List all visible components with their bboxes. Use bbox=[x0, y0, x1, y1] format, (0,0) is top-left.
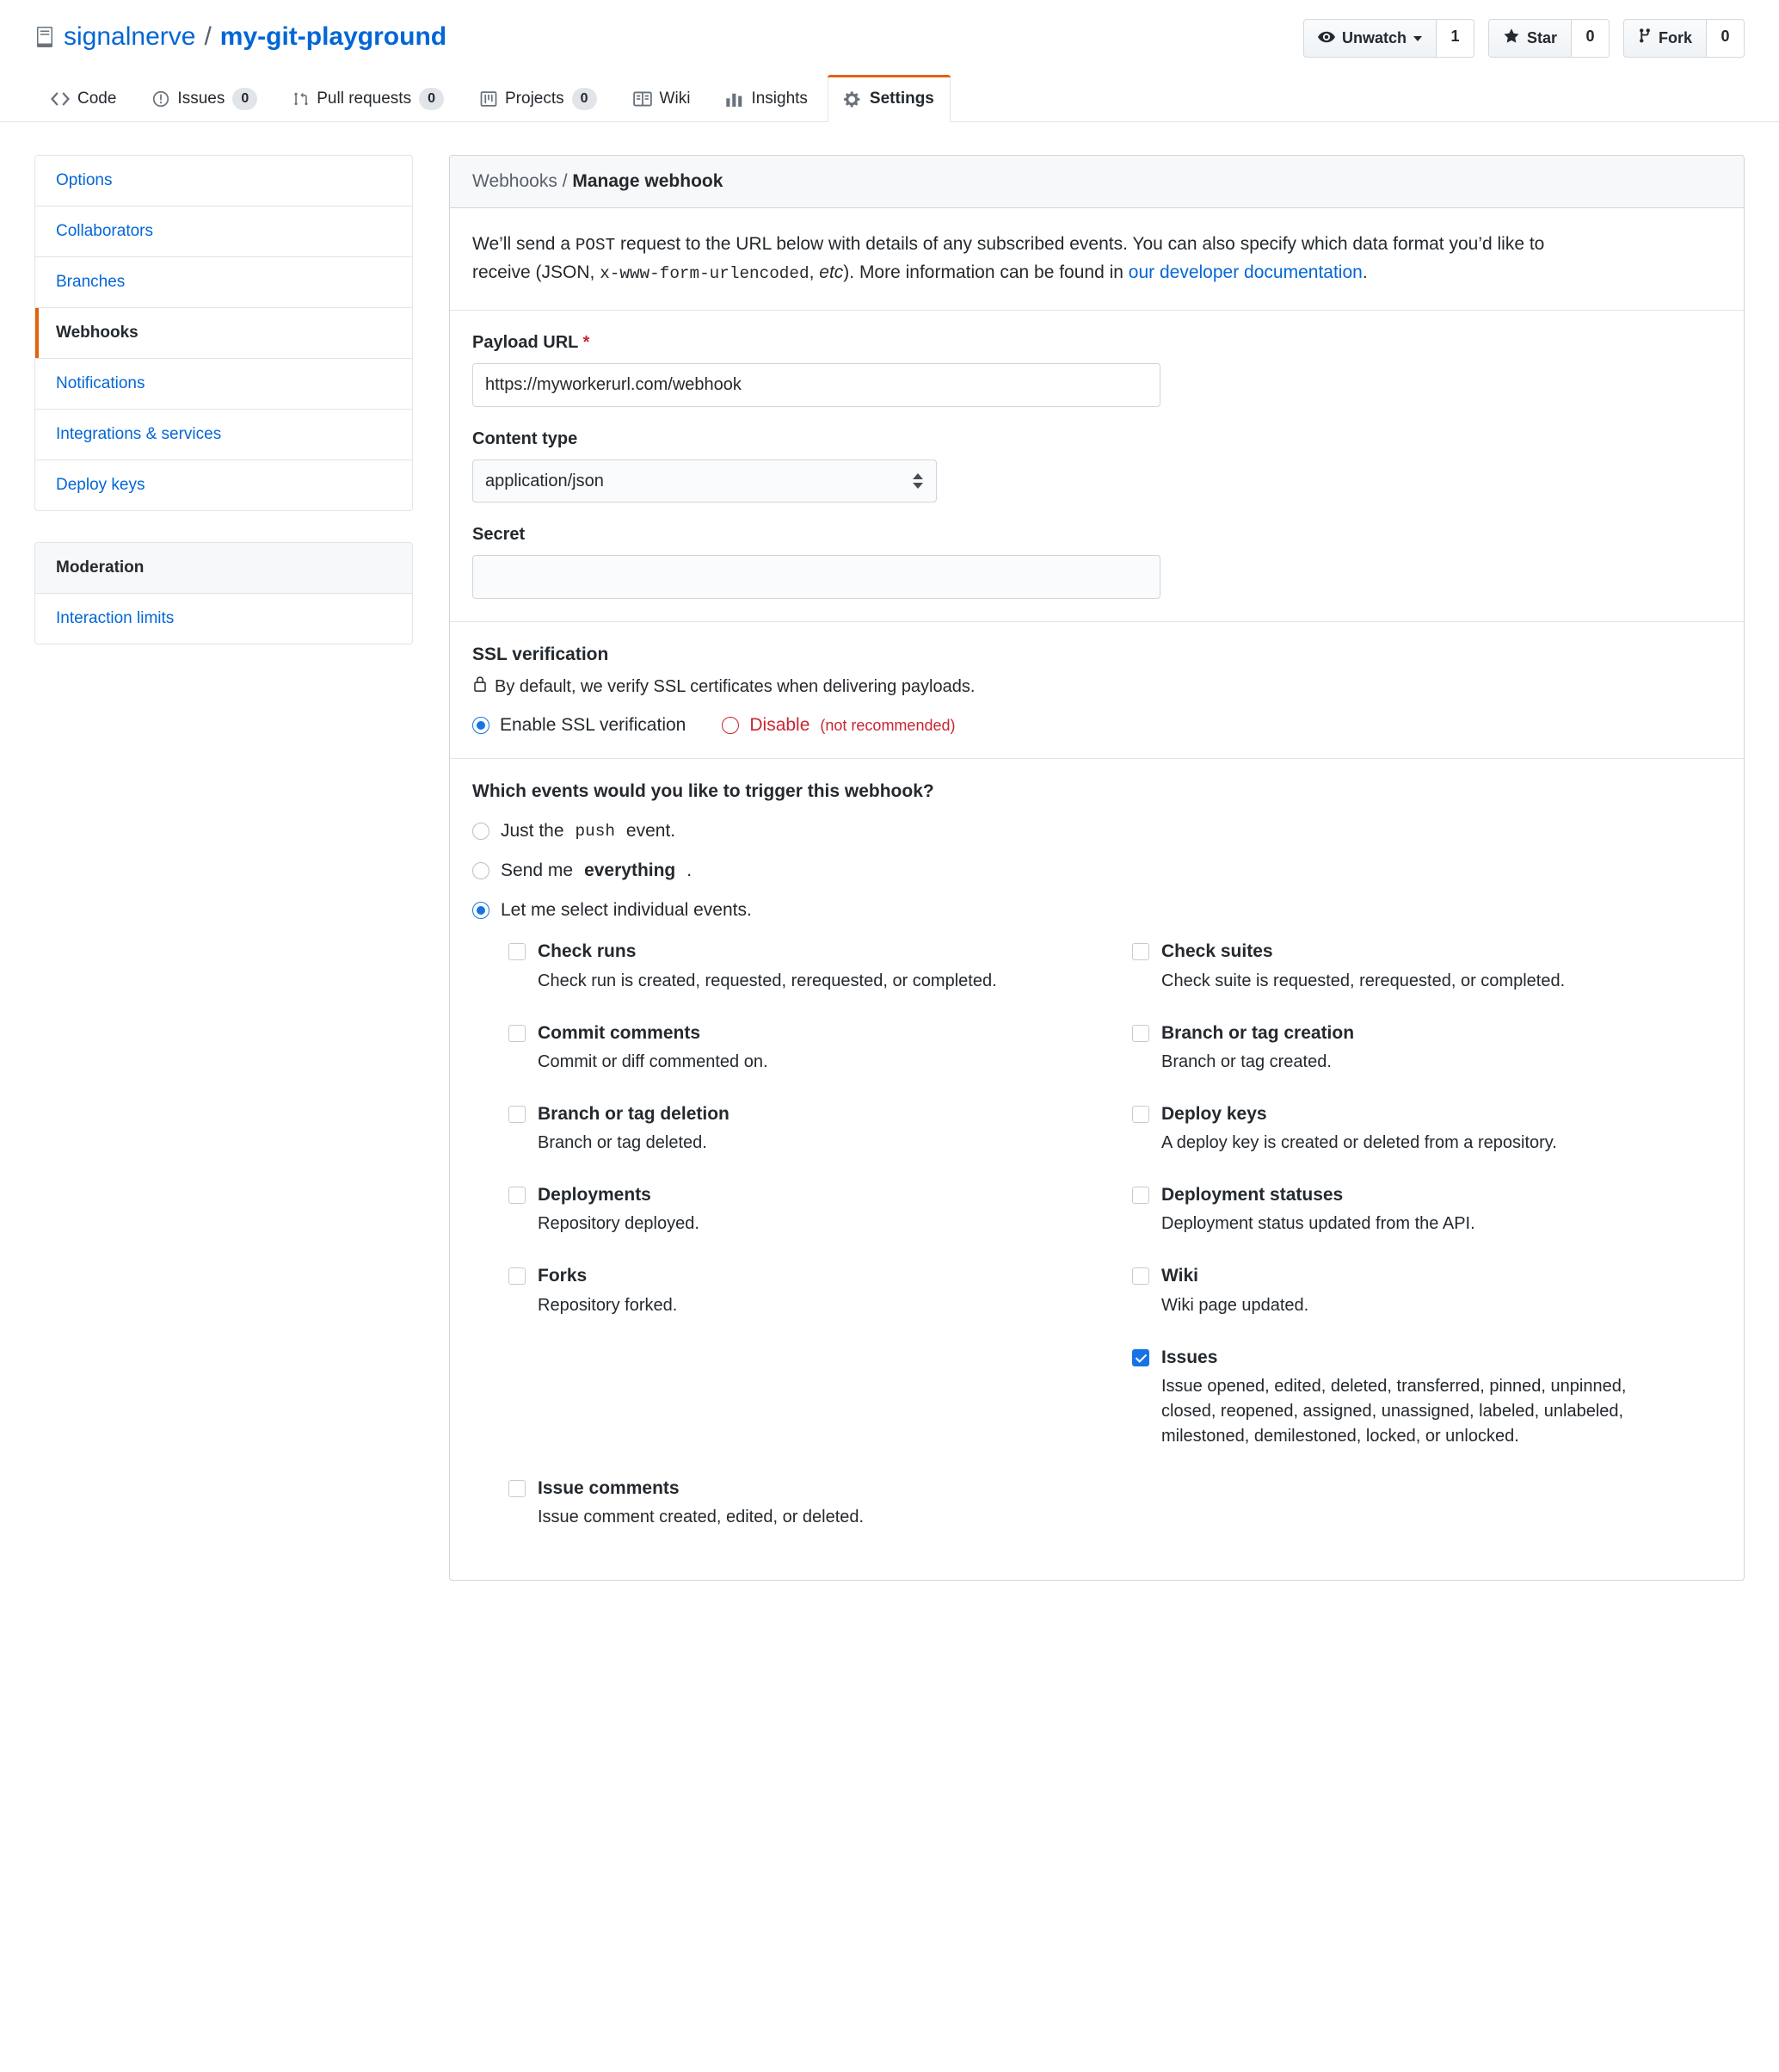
unwatch-button[interactable] bbox=[1303, 19, 1437, 58]
event-forks-title: Forks bbox=[538, 1266, 588, 1286]
intro-part2: request to the URL below with details of any subscribed events. You can also specify which data format you’d like to receive (JSON, bbox=[472, 234, 1545, 283]
project-icon bbox=[480, 90, 497, 108]
event-commit-comments-checkbox[interactable] bbox=[508, 1025, 526, 1042]
event-branch-or-tag-creation[interactable] bbox=[1132, 1021, 1721, 1075]
event-check-runs[interactable] bbox=[508, 940, 1098, 993]
graph-icon bbox=[726, 91, 743, 107]
breadcrumb-current: Manage webhook bbox=[572, 171, 723, 192]
repo-name-link[interactable]: my-git-playground bbox=[219, 22, 447, 51]
event-deploy-keys[interactable] bbox=[1132, 1102, 1721, 1156]
tab-issues[interactable] bbox=[136, 75, 274, 122]
projects-count: 0 bbox=[572, 88, 597, 110]
star-label: Star bbox=[1526, 29, 1557, 46]
payload-url-label-text: Payload URL bbox=[472, 333, 578, 353]
payload-url-input[interactable] bbox=[472, 363, 1160, 407]
event-deployments[interactable] bbox=[508, 1183, 1098, 1236]
ssl-enable-label: Enable SSL verification bbox=[500, 715, 686, 736]
event-deployments-desc: Repository deployed. bbox=[538, 1214, 699, 1234]
tab-pull-requests-label: Pull requests bbox=[317, 89, 412, 108]
intro-section bbox=[450, 208, 1744, 311]
ssl-enable-option[interactable] bbox=[472, 715, 686, 736]
sidebar-item-options[interactable]: Options bbox=[35, 156, 412, 207]
event-forks-checkbox[interactable] bbox=[508, 1267, 526, 1285]
event-commit-comments[interactable] bbox=[508, 1021, 1098, 1075]
payload-url-label bbox=[472, 333, 1721, 353]
tab-code[interactable] bbox=[34, 75, 132, 122]
repo-header bbox=[0, 0, 1779, 52]
sidebar-item-notifications[interactable]: Notifications bbox=[35, 359, 412, 410]
content-type-select-wrap bbox=[472, 459, 937, 503]
event-forks-desc: Repository forked. bbox=[538, 1295, 678, 1315]
ssl-verification-section bbox=[450, 622, 1744, 759]
event-branch-or-tag-creation-checkbox[interactable] bbox=[1132, 1025, 1149, 1042]
tab-pull-requests[interactable] bbox=[277, 75, 460, 122]
tab-issues-label: Issues bbox=[177, 89, 225, 108]
tab-code-label: Code bbox=[77, 89, 117, 108]
content-type-select[interactable] bbox=[472, 459, 937, 503]
intro-text bbox=[472, 231, 1582, 287]
sidebar-item-interaction-limits[interactable]: Interaction limits bbox=[56, 609, 175, 628]
intro-part4: ). More information can be found in bbox=[843, 262, 1129, 283]
event-issues-title: Issues bbox=[1161, 1347, 1218, 1367]
star-button-group bbox=[1488, 19, 1610, 58]
events-mode-push-radio[interactable] bbox=[472, 823, 489, 840]
tab-projects[interactable] bbox=[464, 75, 613, 122]
settings-sidebar bbox=[34, 155, 413, 644]
payload-url-required-marker: * bbox=[582, 333, 590, 353]
fork-button-group bbox=[1623, 19, 1745, 58]
event-deployment-statuses[interactable] bbox=[1132, 1183, 1721, 1236]
secret-field bbox=[472, 525, 1721, 599]
tab-insights[interactable] bbox=[710, 75, 823, 122]
event-issue-comments-desc: Issue comment created, edited, or deleted. bbox=[538, 1508, 865, 1527]
event-branch-or-tag-deletion-checkbox[interactable] bbox=[508, 1106, 526, 1123]
fork-button[interactable] bbox=[1623, 19, 1707, 58]
content-type-label: Content type bbox=[472, 429, 578, 449]
event-check-suites[interactable] bbox=[1132, 940, 1721, 993]
ssl-disable-radio[interactable] bbox=[722, 717, 739, 734]
ssl-disable-note: (not recommended) bbox=[820, 716, 956, 734]
event-wiki-title: Wiki bbox=[1161, 1266, 1198, 1286]
ssl-note-text: By default, we verify SSL certificates when delivering payloads. bbox=[495, 676, 976, 696]
repo-book-icon bbox=[34, 27, 55, 47]
events-mode-push-post: event. bbox=[625, 821, 676, 842]
event-issues-checkbox[interactable] bbox=[1132, 1349, 1149, 1366]
fork-icon bbox=[1638, 28, 1652, 49]
lock-icon bbox=[472, 675, 488, 698]
event-deployments-title: Deployments bbox=[538, 1185, 651, 1206]
manage-webhook-box bbox=[449, 155, 1745, 1581]
event-commit-comments-title: Commit comments bbox=[538, 1022, 701, 1043]
repo-nav bbox=[0, 74, 1779, 122]
events-mode-individual-label: Let me select individual events. bbox=[501, 900, 752, 921]
pull-requests-count: 0 bbox=[419, 88, 444, 110]
event-check-suites-desc: Check suite is requested, rerequested, or completed. bbox=[1161, 971, 1566, 990]
tab-insights-label: Insights bbox=[751, 89, 808, 108]
unwatch-label: Unwatch bbox=[1341, 29, 1407, 46]
repo-actions bbox=[1303, 19, 1745, 58]
breadcrumb bbox=[450, 156, 1744, 208]
events-mode-everything-post: . bbox=[686, 860, 693, 881]
breadcrumb-webhooks-link[interactable]: Webhooks bbox=[472, 171, 557, 192]
gear-icon bbox=[844, 90, 862, 108]
event-deployment-statuses-title: Deployment statuses bbox=[1161, 1185, 1344, 1206]
star-count[interactable]: 0 bbox=[1572, 19, 1610, 58]
fork-label: Fork bbox=[1658, 29, 1692, 46]
ssl-note bbox=[472, 675, 1721, 698]
tab-settings[interactable] bbox=[828, 75, 951, 122]
event-wiki[interactable] bbox=[1132, 1264, 1721, 1317]
event-check-suites-title: Check suites bbox=[1161, 941, 1273, 962]
ssl-radio-group bbox=[472, 715, 1721, 736]
events-mode-everything-bold: everything bbox=[584, 860, 676, 881]
event-issue-comments-checkbox[interactable] bbox=[508, 1480, 526, 1497]
repo-title-separator: / bbox=[204, 22, 212, 51]
intro-code-post: POST bbox=[575, 236, 616, 256]
events-grid bbox=[472, 940, 1721, 1557]
webhook-fields-section bbox=[450, 311, 1744, 622]
book-icon bbox=[633, 91, 652, 107]
event-commit-comments-desc: Commit or diff commented on. bbox=[538, 1051, 768, 1071]
tab-wiki-label: Wiki bbox=[659, 89, 691, 108]
events-mode-push-pre: Just the bbox=[501, 821, 564, 842]
event-deployment-statuses-desc: Deployment status updated from the API. bbox=[1161, 1214, 1475, 1234]
event-branch-or-tag-deletion[interactable] bbox=[508, 1102, 1098, 1156]
git-pull-request-icon bbox=[293, 90, 309, 108]
event-deployment-statuses-checkbox[interactable] bbox=[1132, 1187, 1149, 1204]
code-icon bbox=[51, 92, 70, 106]
tab-settings-label: Settings bbox=[869, 89, 934, 108]
event-wiki-checkbox[interactable] bbox=[1132, 1267, 1149, 1285]
payload-url-field bbox=[472, 333, 1721, 407]
event-wiki-desc: Wiki page updated. bbox=[1161, 1295, 1309, 1315]
watch-button-group bbox=[1303, 19, 1474, 58]
moderation-heading: Moderation bbox=[35, 543, 412, 594]
intro-italic-etc: etc bbox=[819, 262, 844, 283]
ssl-disable-label: Disable bbox=[749, 715, 810, 736]
fork-count[interactable]: 0 bbox=[1707, 19, 1745, 58]
events-mode-individual-radio[interactable] bbox=[472, 902, 489, 919]
event-check-runs-checkbox[interactable] bbox=[508, 943, 526, 960]
event-branch-or-tag-creation-desc: Branch or tag created. bbox=[1161, 1051, 1332, 1071]
event-issue-comments[interactable] bbox=[508, 1477, 1098, 1530]
events-mode-push-code: push bbox=[575, 822, 615, 842]
ssl-enable-radio[interactable] bbox=[472, 717, 489, 734]
event-deploy-keys-title: Deploy keys bbox=[1161, 1103, 1267, 1124]
ssl-disable-option[interactable] bbox=[722, 715, 955, 736]
events-mode-everything-radio[interactable] bbox=[472, 862, 489, 879]
sidebar-item-webhooks[interactable]: Webhooks bbox=[35, 308, 412, 359]
repo-owner-link[interactable]: signalnerve bbox=[64, 22, 196, 51]
event-deploy-keys-checkbox[interactable] bbox=[1132, 1106, 1149, 1123]
chevron-down-icon bbox=[1413, 36, 1422, 41]
settings-menu bbox=[34, 155, 413, 511]
sidebar-item-branches[interactable]: Branches bbox=[35, 257, 412, 308]
eye-icon bbox=[1318, 29, 1335, 47]
issue-opened-icon bbox=[152, 90, 169, 108]
event-branch-or-tag-creation-title: Branch or tag creation bbox=[1161, 1022, 1355, 1043]
intro-code-urlencoded: x-www-form-urlencoded bbox=[600, 264, 809, 284]
ssl-title: SSL verification bbox=[472, 644, 609, 665]
secret-input[interactable] bbox=[472, 555, 1160, 599]
developer-documentation-link[interactable]: our developer documentation bbox=[1128, 262, 1363, 283]
star-icon bbox=[1503, 28, 1520, 49]
event-branch-or-tag-deletion-desc: Branch or tag deleted. bbox=[538, 1133, 707, 1153]
events-mode-individual[interactable] bbox=[472, 900, 1721, 921]
breadcrumb-separator: / bbox=[562, 171, 568, 192]
events-question: Which events would you like to trigger this webhook? bbox=[472, 781, 934, 802]
event-branch-or-tag-deletion-title: Branch or tag deletion bbox=[538, 1103, 729, 1124]
tab-wiki[interactable] bbox=[617, 75, 707, 122]
settings-content bbox=[449, 155, 1745, 1581]
event-forks[interactable] bbox=[508, 1264, 1098, 1317]
events-mode-everything-pre: Send me bbox=[501, 860, 574, 881]
sidebar-item-integrations-services[interactable]: Integrations & services bbox=[35, 410, 412, 460]
event-deploy-keys-desc: A deploy key is created or deleted from a repository. bbox=[1161, 1133, 1557, 1153]
settings-page bbox=[0, 122, 1779, 1581]
secret-label: Secret bbox=[472, 525, 526, 545]
issues-count: 0 bbox=[232, 88, 257, 110]
star-button[interactable] bbox=[1488, 19, 1572, 58]
events-section bbox=[450, 759, 1744, 1580]
intro-part5: . bbox=[1362, 262, 1368, 283]
content-type-field bbox=[472, 429, 1721, 503]
tab-projects-label: Projects bbox=[505, 89, 564, 108]
event-issue-comments-title: Issue comments bbox=[538, 1478, 680, 1499]
watch-count[interactable]: 1 bbox=[1437, 19, 1474, 58]
event-issues-desc: Issue opened, edited, deleted, transferred, pinned, unpinned, closed, reopened, assigned, unassigned, labeled, unlabeled, milestoned, demilestoned, locked, or unlocked. bbox=[1161, 1377, 1627, 1446]
intro-part3: , bbox=[809, 262, 820, 283]
event-issues[interactable] bbox=[1132, 1346, 1721, 1449]
event-check-suites-checkbox[interactable] bbox=[1132, 943, 1149, 960]
event-check-runs-title: Check runs bbox=[538, 941, 637, 962]
events-mode-push[interactable] bbox=[472, 821, 1721, 842]
event-deployments-checkbox[interactable] bbox=[508, 1187, 526, 1204]
events-mode-everything[interactable] bbox=[472, 860, 1721, 881]
sidebar-item-deploy-keys[interactable]: Deploy keys bbox=[56, 476, 145, 495]
intro-part1: We’ll send a bbox=[472, 234, 576, 255]
moderation-menu bbox=[34, 542, 413, 644]
event-check-runs-desc: Check run is created, requested, rerequested, or completed. bbox=[538, 971, 997, 990]
sidebar-item-collaborators[interactable]: Collaborators bbox=[35, 207, 412, 257]
